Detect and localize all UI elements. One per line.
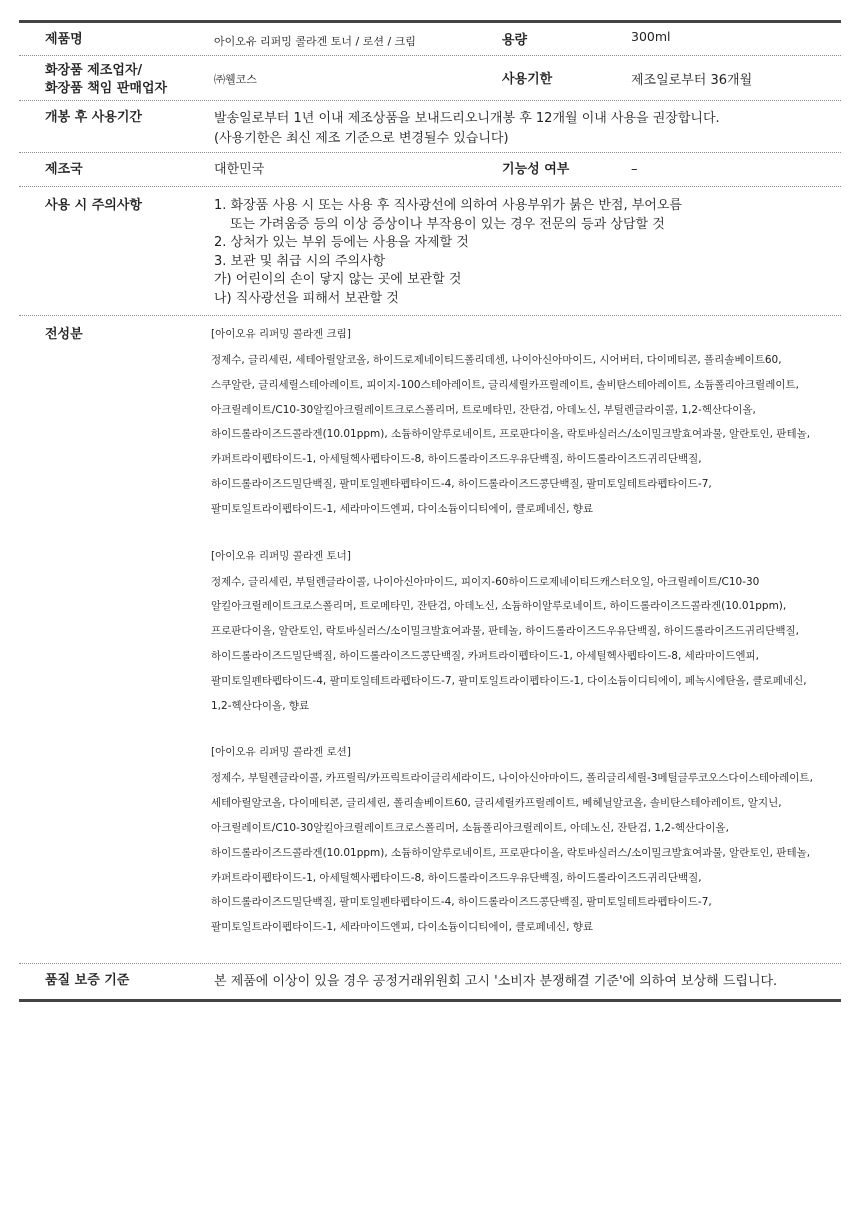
ingredient-line: 팔미토일펜타펩타이드-4, 팔미토일테트라펩타이드-7, 팔미토일트라이펩타이드-1, 다이소듐이디티에이, 페녹시에탄올, 클로페네신,	[211, 674, 807, 687]
value-precautions	[187, 197, 841, 315]
label-manufacturer-line-2: 화장품 책임 판매업자	[45, 81, 168, 96]
product-info-table	[19, 20, 841, 1002]
section-spacer	[211, 526, 841, 548]
ingredient-line: 하이드롤라이즈드밀단백질, 팔미토일펜타펩타이드-4, 하이드롤라이즈드콩단백질, 팔미토일테트라펩타이드-7,	[211, 477, 712, 490]
ingredient-section-cream	[211, 326, 841, 517]
label-quality: 품질 보증 기준	[45, 973, 130, 988]
after-opening-line-2: (사용기한은 최신 제조 기준으로 변경될수 있습니다)	[214, 131, 509, 146]
ingredient-line: 하이드롤라이즈드콜라겐(10.01ppm), 소듐하이알루로네이트, 프로판다이올, 락토바실러스/소이밀크발효여과물, 알란토인, 판테놀,	[211, 428, 811, 441]
row-precautions	[19, 187, 841, 316]
ingredient-line: 하이드롤라이즈드밀단백질, 하이드롤라이즈드콩단백질, 카퍼트라이펩타이드-1, 아세틸헥사펩타이드-8, 세라마이드엔피,	[211, 649, 759, 662]
section-spacer	[211, 722, 841, 744]
ingredient-section-toner	[211, 548, 841, 714]
value-after-opening	[187, 109, 841, 152]
ingredient-line: 정제수, 글리세린, 세테아릴알코올, 하이드로제네이티드폴리데센, 나이아신아마이드, 시어버터, 다이메티콘, 폴리솔베이트60,	[211, 354, 782, 366]
precaution-line: 나) 직사광선을 피해서 보관할 것	[214, 290, 399, 306]
ingredient-line: 정제수, 글리세린, 부틸렌글라이콜, 나이아신아마이드, 피이지-60하이드로제네이티드캐스터오일, 아크릴레이트/C10-30	[211, 575, 760, 588]
ingredient-line: 정제수, 부틸렌글라이콜, 카프릴릭/카프릭트라이글리세라이드, 나이아신아마이드, 폴리글리세릴-3메틸글루코오스다이스테아레이트,	[211, 772, 813, 785]
ingredient-line: 카퍼트라이펩타이드-1, 아세틸헥사펩타이드-8, 하이드롤라이즈드우유단백질, 하이드롤라이즈드귀리단백질,	[211, 453, 702, 466]
label-manufacturer	[19, 62, 187, 100]
ingredient-line: 1,2-헥산다이올, 향료	[211, 699, 310, 712]
ingredient-section-title: [아이오유 리퍼밍 콜라겐 로션]	[211, 746, 351, 759]
ingredient-line: 알킬아크릴레이트크로스폴리머, 트로메타민, 잔탄검, 아데노신, 소듐하이알루로네이트, 하이드롤라이즈드콜라겐(10.01ppm),	[211, 600, 787, 613]
row-manufacturer	[19, 56, 841, 101]
label-after-opening: 개봉 후 사용기간	[45, 110, 142, 125]
value-country: 대한민국	[214, 162, 265, 177]
precaution-line: 가) 어린이의 손이 닿지 않는 곳에 보관할 것	[214, 272, 462, 287]
ingredient-section-title: [아이오유 리퍼밍 콜라겐 크림]	[211, 328, 351, 340]
ingredient-line: 팔미토일트라이펩타이드-1, 세라마이드엔피, 다이소듐이디티에이, 클로페네신, 향료	[211, 502, 594, 515]
precaution-line: 또는 가려움증 등의 이상 증상이나 부작용이 있는 경우 전문의 등과 상담할 것	[230, 216, 665, 232]
value-product-name: 아이오유 리퍼밍 콜라겐 토너 / 로션 / 크림	[214, 35, 416, 48]
value-quality: 본 제품에 이상이 있을 경우 공정거래위원회 고시 '소비자 분쟁해결 기준'에 의하여 보상해 드립니다.	[214, 974, 778, 989]
ingredient-line: 스쿠알란, 글리세릴스테아레이트, 피이지-100스테아레이트, 글리세릴카프릴레이트, 솔비탄스테아레이트, 소듐폴리아크릴레이트,	[211, 378, 799, 391]
row-country	[19, 153, 841, 187]
label-expiry: 사용기한	[502, 72, 553, 87]
ingredient-line: 세테아릴알코올, 다이메티콘, 글리세린, 폴리솔베이트60, 글리세릴카프릴레이트, 베헤닐알코올, 솔비탄스테아레이트, 알지닌,	[211, 797, 782, 810]
ingredient-section-title: [아이오유 리퍼밍 콜라겐 토너]	[211, 549, 351, 562]
label-precautions: 사용 시 주의사항	[45, 198, 142, 213]
value-manufacturer: ㈜웰코스	[214, 73, 257, 86]
ingredient-line: 아크릴레이트/C10-30알킬아크릴레이트크로스폴리머, 소듐폴리아크릴레이트, 아데노신, 잔탄검, 1,2-헥산다이올,	[211, 821, 729, 834]
label-product-name: 제품명	[45, 32, 83, 47]
ingredient-line: 하이드롤라이즈드콜라겐(10.01ppm), 소듐하이알루로네이트, 프로판다이올, 락토바실러스/소이밀크발효여과물, 알란토인, 판테놀,	[211, 846, 811, 859]
after-opening-line-1: 발송일로부터 1년 이내 제조상품을 보내드리오니개봉 후 12개월 이내 사용을 권장합니다.	[214, 111, 720, 126]
label-functional: 기능성 여부	[502, 162, 570, 177]
row-ingredients	[19, 316, 841, 964]
label-volume: 용량	[502, 33, 528, 48]
value-functional: –	[631, 162, 638, 177]
ingredient-section-lotion	[211, 744, 841, 935]
label-ingredients: 전성분	[45, 327, 83, 342]
ingredient-line: 프로판다이올, 알란토인, 락토바실러스/소이밀크발효여과물, 판테놀, 하이드롤라이즈드우유단백질, 하이드롤라이즈드귀리단백질,	[211, 625, 799, 638]
value-expiry: 제조일로부터 36개월	[631, 73, 753, 88]
row-quality	[19, 964, 841, 999]
label-country: 제조국	[45, 162, 83, 177]
label-manufacturer-line-1: 화장품 제조업자/	[45, 63, 143, 78]
row-product-name	[19, 23, 841, 56]
ingredient-line: 팔미토일트라이펩타이드-1, 세라마이드엔피, 다이소듐이디티에이, 클로페네신, 향료	[211, 921, 594, 934]
precaution-line: 2. 상처가 있는 부위 등에는 사용을 자제할 것	[214, 235, 469, 250]
precaution-line: 3. 보관 및 취급 시의 주의사항	[214, 253, 386, 269]
ingredient-line: 하이드롤라이즈드밀단백질, 팔미토일펜타펩타이드-4, 하이드롤라이즈드콩단백질, 팔미토일테트라펩타이드-7,	[211, 896, 712, 909]
row-after-opening	[19, 101, 841, 153]
ingredient-line: 카퍼트라이펩타이드-1, 아세틸헥사펩타이드-8, 하이드롤라이즈드우유단백질, 하이드롤라이즈드귀리단백질,	[211, 871, 702, 884]
precaution-line: 1. 화장품 사용 시 또는 사용 후 직사광선에 의하여 사용부위가 붉은 반점, 부어오름	[214, 198, 682, 213]
value-volume: 300ml	[631, 29, 671, 44]
ingredient-line: 아크릴레이트/C10-30알킬아크릴레이트크로스폴리머, 트로메타민, 잔탄검, 아데노신, 부틸렌글라이콜, 1,2-헥산다이올,	[211, 403, 756, 416]
value-ingredients	[187, 326, 841, 963]
